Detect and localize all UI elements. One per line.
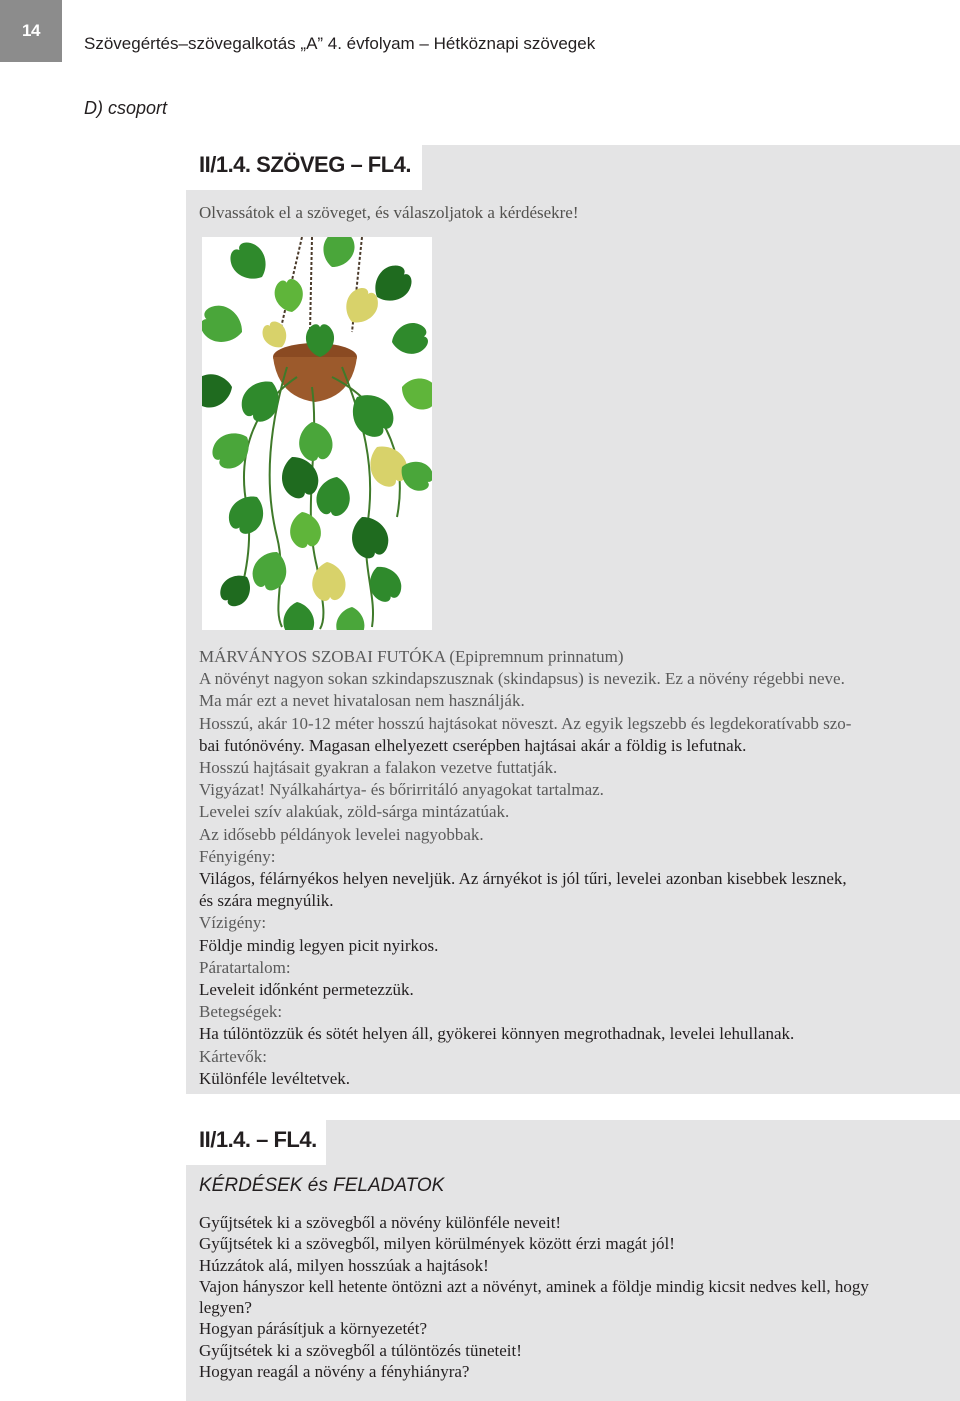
subheading-diseases: Betegségek: <box>199 1002 283 1022</box>
section-intro: Olvassátok el a szöveget, és válaszoljatok a kérdésekre! <box>199 203 579 222</box>
subheading-pests: Kártevők: <box>199 1046 267 1066</box>
question-item: Húzzátok alá, milyen hosszúak a hajtások! <box>199 1255 489 1275</box>
question-list <box>199 1212 951 1382</box>
group-label: D) csoport <box>84 98 168 118</box>
subheading-humidity: Páratartalom: <box>199 957 291 977</box>
section-heading: II/1.4. SZÖVEG – FL4. <box>199 152 412 177</box>
question-item: Vajon hányszor kell hetente öntözni azt a növényt, aminek a földje mindig kicsit nedves kell, hogy <box>199 1276 869 1296</box>
question-item: Hogyan párásítjuk a környezetét? <box>199 1319 427 1339</box>
text-line: Különféle levéltetvek. <box>199 1068 351 1088</box>
text-line: Leveleit időnként permetezzük. <box>199 980 414 1000</box>
subheading-light: Fényigény: <box>199 846 276 866</box>
text-line: A növényt nagyon sokan szkindapszusznak (skindapsus) is nevezik. Ez a növény régebbi neve. <box>199 669 845 689</box>
question-item: legyen? <box>199 1298 252 1318</box>
article-title: MÁRVÁNYOS SZOBAI FUTÓKA (Epipremnum prinnatum) <box>199 647 624 666</box>
text-line: bai futónövény. Magasan elhelyezett cserépben hajtásai akár a földig is lefutnak. <box>199 735 747 755</box>
page-number: 14 <box>22 21 40 40</box>
text-line: Világos, félárnyékos helyen neveljük. Az árnyékot is jól tűri, levelei azonban kisebbek lesznek, <box>199 869 847 889</box>
text-line: Vigyázat! Nyálkahártya- és bőrirritáló anyagokat tartalmaz. <box>199 780 604 800</box>
question-item: Gyűjtsétek ki a szövegből, milyen körülmények között érzi magát jól! <box>199 1234 675 1254</box>
text-line: Ma már ezt a nevet hivatalosan nem használják. <box>199 691 525 711</box>
questions-section-heading: II/1.4. – FL4. <box>199 1127 317 1152</box>
text-line: Hosszú hajtásait gyakran a falakon vezetve futtatják. <box>199 758 558 778</box>
text-line: és szára megnyúlik. <box>199 891 334 911</box>
text-line: Földje mindig legyen picit nyirkos. <box>199 935 439 955</box>
hanging-plant-illustration <box>202 237 432 630</box>
question-item: Gyűjtsétek ki a szövegből a túlöntözés tüneteit! <box>199 1340 522 1360</box>
text-line: Az idősebb példányok levelei nagyobbak. <box>199 824 484 844</box>
running-title: Szövegértés–szövegalkotás „A” 4. évfolyam – Hétköznapi szövegek <box>84 34 596 53</box>
article-text <box>199 646 951 1090</box>
question-item: Gyűjtsétek ki a szövegből a növény különféle neveit! <box>199 1213 562 1232</box>
plant-photo <box>202 237 432 630</box>
subheading-water: Vízigény: <box>199 913 267 933</box>
text-line: Hosszú, akár 10-12 méter hosszú hajtásokat növeszt. Az egyik legszebb és legdekoratívabb szo- <box>199 713 852 733</box>
text-line: Levelei szív alakúak, zöld-sárga mintázatúak. <box>199 802 510 822</box>
question-item: Hogyan reagál a növény a fényhiányra? <box>199 1362 470 1382</box>
questions-title: KÉRDÉSEK és FELADATOK <box>199 1175 445 1196</box>
text-line: Ha túlöntözzük és sötét helyen áll, gyökerei könnyen megrothadnak, levelei lehullanak. <box>199 1024 795 1044</box>
page-number-tab <box>0 0 62 62</box>
